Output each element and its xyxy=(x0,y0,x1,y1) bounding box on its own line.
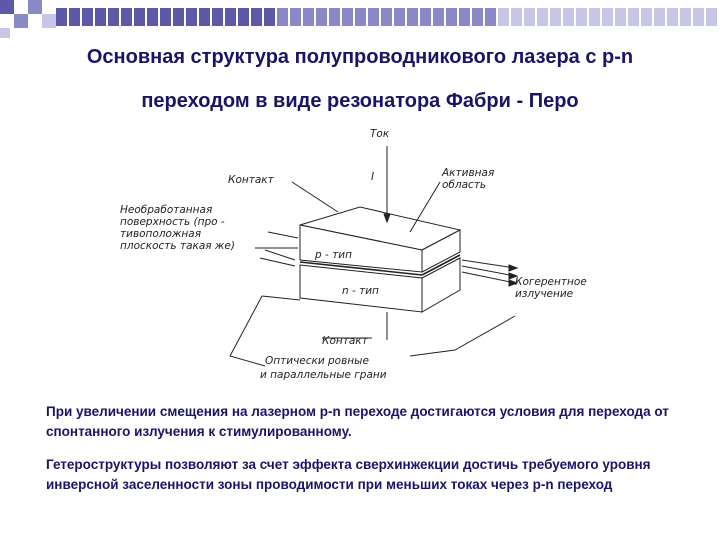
header-square xyxy=(459,8,470,26)
header-square xyxy=(316,8,327,26)
label-p-type: р - тип xyxy=(315,249,352,261)
header-square xyxy=(121,8,132,26)
page-title-line-1: Основная структура полупроводникового лазера с р-n xyxy=(86,46,634,68)
header-square xyxy=(680,8,691,26)
header-square xyxy=(303,8,314,26)
header-square xyxy=(550,8,561,26)
label-contact-bottom: Контакт xyxy=(322,335,368,347)
header-square xyxy=(511,8,522,26)
header-square xyxy=(355,8,366,26)
header-square xyxy=(420,8,431,26)
header-square xyxy=(28,0,42,14)
header-square xyxy=(589,8,600,26)
label-contact-top: Контакт xyxy=(228,174,274,186)
header-square xyxy=(537,8,548,26)
header-square xyxy=(277,8,288,26)
header-square xyxy=(212,8,223,26)
header-square xyxy=(225,8,236,26)
page-title-line-2: переходом в виде резонатора Фабри - Перо xyxy=(141,90,579,112)
header-square xyxy=(407,8,418,26)
header-square xyxy=(199,8,210,26)
label-coherent-1: Когерентное xyxy=(515,276,587,288)
header-square xyxy=(14,14,28,28)
label-n-type: n - тип xyxy=(342,285,379,297)
label-active-region-2: область xyxy=(442,179,487,191)
header-square xyxy=(0,0,14,14)
label-coherent-2: излучение xyxy=(515,288,574,300)
header-square xyxy=(433,8,444,26)
header-square xyxy=(0,28,10,38)
header-square xyxy=(147,8,158,26)
header-decoration xyxy=(0,0,720,38)
header-square xyxy=(615,8,626,26)
header-square xyxy=(628,8,639,26)
header-square xyxy=(472,8,483,26)
label-current: Ток xyxy=(370,128,390,140)
header-square xyxy=(524,8,535,26)
header-square xyxy=(329,8,340,26)
facets-leader xyxy=(230,296,265,366)
header-square xyxy=(290,8,301,26)
header-square xyxy=(381,8,392,26)
header-square xyxy=(160,8,171,26)
paragraph-heterostructures: Гетероструктуры позволяют за счет эффекта сверхинжекции достичь требуемого уровня инверсной заселенности зоны проводимости при меньших токах через р-n переход xyxy=(46,457,651,492)
header-square xyxy=(186,8,197,26)
label-active-region-1: Активная xyxy=(442,167,495,179)
header-square xyxy=(251,8,262,26)
label-facets-2: и параллельные грани xyxy=(260,369,387,381)
header-square xyxy=(69,8,80,26)
laser-structure-diagram xyxy=(110,120,610,390)
header-square xyxy=(693,8,704,26)
label-rough-surface-3: тивоположная xyxy=(120,228,202,240)
header-square xyxy=(108,8,119,26)
header-square xyxy=(173,8,184,26)
header-square xyxy=(667,8,678,26)
label-rough-surface-1: Необработанная xyxy=(120,204,213,216)
header-square xyxy=(82,8,93,26)
header-square xyxy=(342,8,353,26)
header-square xyxy=(368,8,379,26)
header-square xyxy=(654,8,665,26)
header-square xyxy=(238,8,249,26)
header-square xyxy=(264,8,275,26)
label-current-symbol: I xyxy=(371,171,375,183)
header-square xyxy=(95,8,106,26)
header-square xyxy=(134,8,145,26)
paragraph-stimulated-emission: При увеличении смещения на лазерном р-n переходе достигаются условия для перехода от спонтанного излучения к стимулированному. xyxy=(46,404,669,439)
header-square xyxy=(576,8,587,26)
label-facets-1: Оптически ровные xyxy=(265,355,369,367)
header-square xyxy=(42,14,56,28)
header-square xyxy=(498,8,509,26)
header-square xyxy=(394,8,405,26)
label-rough-surface-2: поверхность (про - xyxy=(120,216,225,228)
header-square xyxy=(485,8,496,26)
header-square xyxy=(56,8,67,26)
header-square xyxy=(446,8,457,26)
label-rough-surface-4: плоскость такая же) xyxy=(120,240,235,252)
header-square xyxy=(641,8,652,26)
header-square xyxy=(602,8,613,26)
header-square xyxy=(706,8,717,26)
header-square xyxy=(563,8,574,26)
